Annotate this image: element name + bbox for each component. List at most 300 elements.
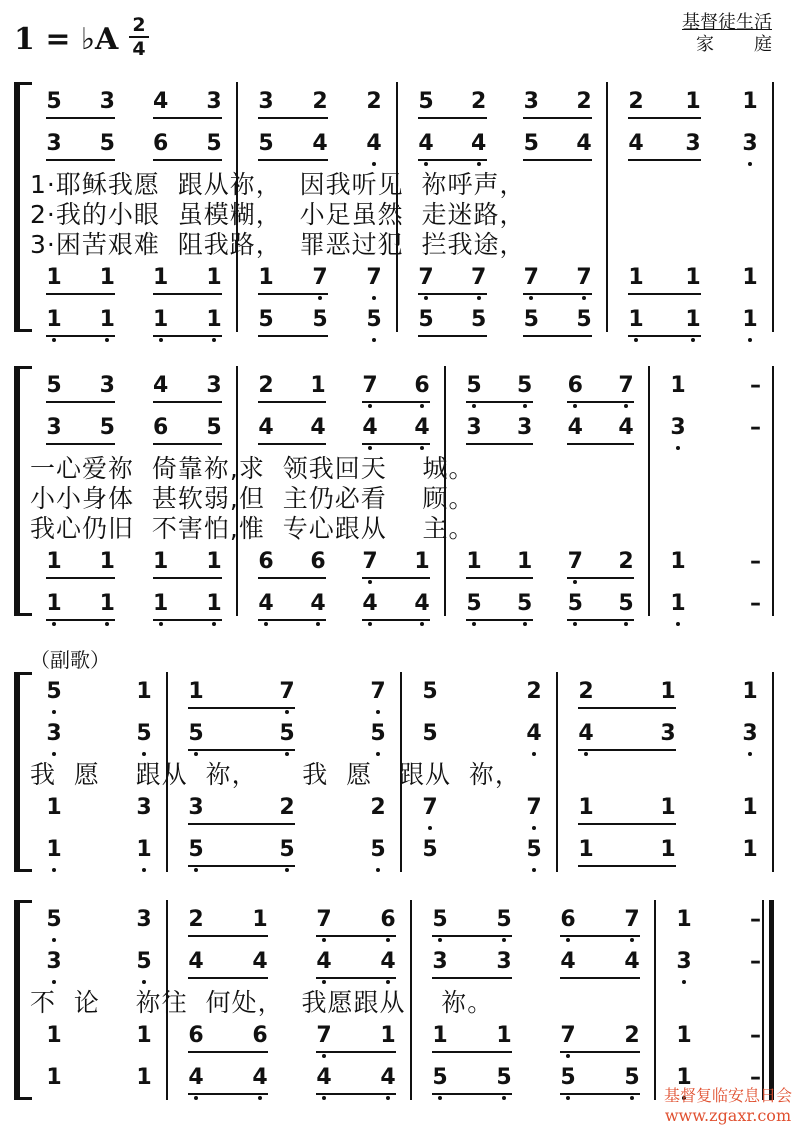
note: 5 bbox=[576, 307, 592, 332]
note: 5 bbox=[312, 307, 328, 332]
octave-dot-low bbox=[676, 446, 680, 450]
note: 1 bbox=[740, 306, 760, 334]
note: 1 bbox=[742, 265, 758, 290]
octave-dot-low bbox=[322, 938, 326, 942]
note: 5 bbox=[277, 720, 297, 748]
octave-dot-low bbox=[376, 752, 380, 756]
note: 3 bbox=[136, 795, 152, 820]
octave-dot-low bbox=[316, 622, 320, 626]
beam-line bbox=[560, 1093, 640, 1095]
octave-dot-low bbox=[376, 710, 380, 714]
note: 3 bbox=[258, 89, 274, 114]
lyric-line: 小小身体 甚软弱,但 主仍必看 顾。 bbox=[30, 484, 475, 513]
octave-dot-low bbox=[438, 1096, 442, 1100]
octave-dot-low bbox=[502, 938, 506, 942]
octave-dot-low bbox=[372, 338, 376, 342]
note: 1 bbox=[310, 373, 326, 398]
note: 7 bbox=[360, 372, 380, 400]
note: 4 bbox=[360, 590, 380, 618]
note: 5 bbox=[99, 415, 115, 440]
octave-dot-low bbox=[142, 980, 146, 984]
system-1 bbox=[0, 82, 800, 332]
note: 1 bbox=[153, 549, 169, 574]
octave-dot-low bbox=[52, 622, 56, 626]
note: 4 bbox=[378, 1064, 398, 1092]
octave-dot-low bbox=[142, 868, 146, 872]
beam-line bbox=[188, 707, 295, 709]
note: 5 bbox=[364, 306, 384, 334]
octave-dot-low bbox=[194, 1096, 198, 1100]
octave-dot-low bbox=[52, 752, 56, 756]
note: 1 bbox=[97, 306, 117, 334]
beam-line bbox=[46, 577, 115, 579]
note: 1 bbox=[742, 89, 758, 114]
barline bbox=[648, 366, 650, 616]
note: 1 bbox=[134, 836, 154, 864]
note: 7 bbox=[558, 1022, 578, 1050]
note: 4 bbox=[412, 414, 432, 442]
sustain-dash: – bbox=[750, 907, 761, 932]
octave-dot-low bbox=[368, 404, 372, 408]
note: 5 bbox=[565, 590, 585, 618]
octave-dot-low bbox=[748, 162, 752, 166]
note: 5 bbox=[206, 131, 222, 156]
beam-line bbox=[432, 1093, 512, 1095]
beam-line bbox=[258, 293, 328, 295]
sustain-dash: – bbox=[750, 1023, 761, 1048]
note: 1 bbox=[432, 1023, 448, 1048]
note: 5 bbox=[44, 906, 64, 934]
beam-line bbox=[258, 619, 326, 621]
note: 5 bbox=[134, 948, 154, 976]
octave-dot-low bbox=[285, 752, 289, 756]
note: 1 bbox=[626, 306, 646, 334]
octave-dot-low bbox=[386, 1096, 390, 1100]
note: 1 bbox=[742, 795, 758, 820]
note: 1 bbox=[46, 1023, 62, 1048]
octave-dot-low bbox=[523, 404, 527, 408]
note: 3 bbox=[674, 948, 694, 976]
octave-dot-low bbox=[582, 296, 586, 300]
note: 1 bbox=[496, 1023, 512, 1048]
octave-dot-low bbox=[52, 710, 56, 714]
octave-dot-low bbox=[682, 980, 686, 984]
octave-dot-low bbox=[566, 938, 570, 942]
note: 3 bbox=[496, 949, 512, 974]
note: 5 bbox=[430, 906, 450, 934]
octave-dot-low bbox=[318, 296, 322, 300]
lyric-line: 一心爱祢 倚靠祢,求 领我回天 城。 bbox=[30, 454, 475, 483]
beam-line bbox=[567, 443, 634, 445]
note: 2 bbox=[258, 373, 274, 398]
barline bbox=[762, 900, 764, 1100]
beam-line bbox=[418, 117, 487, 119]
note: 1 bbox=[742, 837, 758, 862]
note: 7 bbox=[565, 548, 585, 576]
sustain-dash: – bbox=[750, 549, 761, 574]
octave-dot-low bbox=[424, 162, 428, 166]
system-3 bbox=[0, 672, 800, 872]
note: 5 bbox=[515, 372, 535, 400]
note: 7 bbox=[574, 264, 594, 292]
note: 5 bbox=[515, 590, 535, 618]
octave-dot-low bbox=[428, 826, 432, 830]
note: 4 bbox=[618, 415, 634, 440]
note: 1 bbox=[136, 1065, 152, 1090]
watermark bbox=[664, 1086, 792, 1126]
octave-dot-low bbox=[285, 868, 289, 872]
note: 1 bbox=[151, 306, 171, 334]
system-bracket bbox=[14, 82, 20, 332]
octave-dot-low bbox=[368, 446, 372, 450]
note: 3 bbox=[740, 720, 760, 748]
octave-dot-low bbox=[52, 938, 56, 942]
note: 7 bbox=[277, 678, 297, 706]
note: 5 bbox=[524, 836, 544, 864]
note: 5 bbox=[134, 720, 154, 748]
beam-line bbox=[560, 1051, 640, 1053]
barline bbox=[772, 672, 774, 872]
beam-line bbox=[188, 865, 295, 867]
note: 2 bbox=[526, 679, 542, 704]
octave-dot-low bbox=[212, 338, 216, 342]
octave-dot-low bbox=[424, 296, 428, 300]
note: 1 bbox=[660, 837, 676, 862]
note: 5 bbox=[418, 89, 434, 114]
note: 3 bbox=[206, 89, 222, 114]
note: 4 bbox=[310, 415, 326, 440]
note: 1 bbox=[578, 795, 594, 820]
note: 5 bbox=[44, 678, 64, 706]
note: 4 bbox=[308, 590, 328, 618]
beam-line bbox=[362, 577, 430, 579]
note: 2 bbox=[618, 549, 634, 574]
note: 1 bbox=[204, 590, 224, 618]
beam-line bbox=[432, 977, 512, 979]
note: 3 bbox=[44, 948, 64, 976]
note: 5 bbox=[46, 373, 62, 398]
beam-line bbox=[578, 749, 676, 751]
note: 7 bbox=[469, 264, 489, 292]
note: 4 bbox=[364, 130, 384, 158]
beam-line bbox=[316, 1051, 396, 1053]
note: 7 bbox=[310, 264, 330, 292]
octave-dot-low bbox=[420, 446, 424, 450]
octave-dot-low bbox=[676, 622, 680, 626]
note: 5 bbox=[186, 720, 206, 748]
note: 5 bbox=[422, 837, 438, 862]
barline bbox=[556, 672, 558, 872]
octave-dot-low bbox=[584, 752, 588, 756]
beam-line bbox=[258, 335, 328, 337]
note: 7 bbox=[416, 264, 436, 292]
octave-dot-low bbox=[477, 296, 481, 300]
note: 4 bbox=[628, 131, 644, 156]
source-line-2: 家庭 bbox=[696, 34, 812, 55]
note: 3 bbox=[46, 415, 62, 440]
beam-line bbox=[523, 335, 592, 337]
time-signature bbox=[128, 14, 150, 60]
octave-dot-low bbox=[376, 868, 380, 872]
final-barline bbox=[769, 900, 774, 1100]
beam-line bbox=[466, 619, 533, 621]
note: 1 bbox=[628, 265, 644, 290]
note: 3 bbox=[685, 131, 701, 156]
note: 1 bbox=[252, 907, 268, 932]
octave-dot-low bbox=[472, 622, 476, 626]
octave-dot-low bbox=[194, 868, 198, 872]
note: 2 bbox=[366, 89, 382, 114]
note: 4 bbox=[412, 590, 432, 618]
note: 1 bbox=[258, 265, 274, 290]
note: 1 bbox=[742, 679, 758, 704]
note: 2 bbox=[624, 1023, 640, 1048]
lyric-line: 1·耶稣我愿 跟从祢， 因我听见 祢呼声， bbox=[30, 170, 526, 199]
watermark-line-1: 基督复临安息日会 bbox=[663, 1086, 792, 1105]
note: 4 bbox=[524, 720, 544, 748]
note: 7 bbox=[364, 264, 384, 292]
beam-line bbox=[567, 401, 634, 403]
beam-line bbox=[46, 335, 115, 337]
barline bbox=[772, 82, 774, 332]
note: 1 bbox=[46, 795, 62, 820]
beam-line bbox=[362, 619, 430, 621]
beam-line bbox=[153, 159, 222, 161]
note: 3 bbox=[206, 373, 222, 398]
octave-dot-low bbox=[748, 752, 752, 756]
octave-dot-low bbox=[212, 622, 216, 626]
note: 2 bbox=[471, 89, 487, 114]
barline bbox=[654, 900, 656, 1100]
note: 7 bbox=[521, 264, 541, 292]
note: 5 bbox=[99, 131, 115, 156]
note: 1 bbox=[46, 1065, 62, 1090]
system-4 bbox=[0, 900, 800, 1100]
octave-dot-low bbox=[159, 338, 163, 342]
note: 4 bbox=[469, 130, 489, 158]
note: 5 bbox=[368, 720, 388, 748]
note: 1 bbox=[151, 590, 171, 618]
beam-line bbox=[567, 577, 634, 579]
octave-dot-low bbox=[532, 752, 536, 756]
octave-dot-low bbox=[372, 296, 376, 300]
beam-line bbox=[362, 401, 430, 403]
note: 7 bbox=[314, 1022, 334, 1050]
beam-line bbox=[432, 1051, 512, 1053]
beam-line bbox=[628, 117, 701, 119]
note: 1 bbox=[676, 907, 692, 932]
note: 1 bbox=[206, 549, 222, 574]
sustain-dash: – bbox=[750, 949, 761, 974]
note: 4 bbox=[153, 373, 169, 398]
note: 1 bbox=[99, 265, 115, 290]
lyric-line: 3·困苦艰难 阻我路， 罪恶过犯 拦我途， bbox=[30, 230, 526, 259]
note: 3 bbox=[668, 414, 688, 442]
note: 5 bbox=[616, 590, 636, 618]
time-bottom: 4 bbox=[132, 38, 146, 60]
beam-line bbox=[153, 401, 222, 403]
note: 1 bbox=[674, 1064, 694, 1092]
note: 4 bbox=[256, 590, 276, 618]
lyric-line: 不 论 祢往 何处， 我愿跟从 祢。 bbox=[30, 988, 494, 1017]
note: 1 bbox=[153, 265, 169, 290]
note: 2 bbox=[578, 679, 594, 704]
beam-line bbox=[466, 401, 533, 403]
octave-dot-low bbox=[322, 980, 326, 984]
beam-line bbox=[258, 443, 326, 445]
octave-dot-low bbox=[566, 1054, 570, 1058]
beam-line bbox=[46, 117, 115, 119]
octave-dot-low bbox=[438, 938, 442, 942]
note: 5 bbox=[471, 307, 487, 332]
beam-line bbox=[578, 865, 676, 867]
note: 5 bbox=[422, 679, 438, 704]
key-signature: 1 = ♭A bbox=[14, 22, 119, 57]
note: 5 bbox=[418, 307, 434, 332]
beam-line bbox=[46, 401, 115, 403]
note: 5 bbox=[258, 307, 274, 332]
octave-dot-low bbox=[630, 938, 634, 942]
note: 4 bbox=[252, 949, 268, 974]
beam-line bbox=[153, 293, 222, 295]
beam-line bbox=[258, 577, 326, 579]
octave-dot-low bbox=[477, 162, 481, 166]
sustain-dash: – bbox=[750, 373, 761, 398]
beam-line bbox=[258, 159, 328, 161]
note: 3 bbox=[136, 907, 152, 932]
note: 6 bbox=[153, 131, 169, 156]
note: 3 bbox=[523, 89, 539, 114]
octave-dot-low bbox=[624, 404, 628, 408]
note: 1 bbox=[668, 590, 688, 618]
octave-dot-low bbox=[194, 752, 198, 756]
note: 2 bbox=[628, 89, 644, 114]
note: 1 bbox=[44, 306, 64, 334]
beam-line bbox=[46, 159, 115, 161]
note: 4 bbox=[314, 948, 334, 976]
note: 4 bbox=[312, 131, 328, 156]
source-attribution bbox=[682, 12, 812, 56]
octave-dot-low bbox=[573, 622, 577, 626]
source-line-1: 基督徒生活 bbox=[682, 12, 772, 33]
octave-dot-low bbox=[566, 1096, 570, 1100]
beam-line bbox=[258, 117, 328, 119]
sustain-dash: – bbox=[750, 591, 761, 616]
beam-line bbox=[316, 977, 396, 979]
octave-dot-low bbox=[386, 980, 390, 984]
octave-dot-low bbox=[691, 338, 695, 342]
note: 1 bbox=[46, 265, 62, 290]
beam-line bbox=[432, 935, 512, 937]
beam-line bbox=[628, 335, 701, 337]
note: 6 bbox=[252, 1023, 268, 1048]
note: 4 bbox=[576, 720, 596, 748]
beam-line bbox=[466, 443, 533, 445]
note: 1 bbox=[380, 1023, 396, 1048]
watermark-line-2: www.zgaxr.com bbox=[664, 1106, 792, 1125]
beam-line bbox=[466, 577, 533, 579]
beam-line bbox=[153, 117, 222, 119]
octave-dot-low bbox=[368, 622, 372, 626]
beam-line bbox=[188, 749, 295, 751]
note: 1 bbox=[44, 590, 64, 618]
note: 6 bbox=[378, 906, 398, 934]
note: 4 bbox=[153, 89, 169, 114]
note: 4 bbox=[567, 415, 583, 440]
chorus-label: （副歌） bbox=[30, 648, 110, 672]
note: 5 bbox=[46, 89, 62, 114]
beam-line bbox=[418, 293, 487, 295]
octave-dot-low bbox=[532, 868, 536, 872]
note: 3 bbox=[517, 415, 533, 440]
octave-dot-low bbox=[529, 296, 533, 300]
note: 1 bbox=[676, 1023, 692, 1048]
note: 5 bbox=[186, 836, 206, 864]
note: 3 bbox=[99, 373, 115, 398]
note: 1 bbox=[206, 265, 222, 290]
note: 2 bbox=[576, 89, 592, 114]
note: 3 bbox=[99, 89, 115, 114]
system-bracket bbox=[14, 900, 20, 1100]
beam-line bbox=[628, 293, 701, 295]
time-top: 2 bbox=[132, 14, 146, 36]
octave-dot-low bbox=[322, 1096, 326, 1100]
note: 1 bbox=[660, 679, 676, 704]
note: 3 bbox=[660, 721, 676, 746]
system-bracket bbox=[14, 672, 20, 872]
note: 1 bbox=[136, 679, 152, 704]
octave-dot-low bbox=[634, 338, 638, 342]
octave-dot-low bbox=[523, 622, 527, 626]
note: 1 bbox=[466, 549, 482, 574]
octave-dot-low bbox=[420, 404, 424, 408]
note: 1 bbox=[685, 265, 701, 290]
beam-line bbox=[567, 619, 634, 621]
beam-line bbox=[46, 293, 115, 295]
octave-dot-low bbox=[630, 1096, 634, 1100]
note: 7 bbox=[616, 372, 636, 400]
beam-line bbox=[153, 577, 222, 579]
sustain-dash: – bbox=[750, 415, 761, 440]
note: 3 bbox=[466, 415, 482, 440]
note: 1 bbox=[670, 549, 686, 574]
octave-dot-low bbox=[573, 580, 577, 584]
note: 4 bbox=[188, 949, 204, 974]
beam-line bbox=[578, 823, 676, 825]
note: 4 bbox=[258, 415, 274, 440]
note: 4 bbox=[416, 130, 436, 158]
note: 6 bbox=[258, 549, 274, 574]
barline bbox=[772, 366, 774, 616]
note: 5 bbox=[523, 307, 539, 332]
beam-line bbox=[188, 1051, 268, 1053]
note: 1 bbox=[204, 306, 224, 334]
beam-line bbox=[46, 443, 115, 445]
note: 1 bbox=[578, 837, 594, 862]
octave-dot-low bbox=[420, 622, 424, 626]
note: 6 bbox=[153, 415, 169, 440]
note: 3 bbox=[46, 131, 62, 156]
note: 1 bbox=[517, 549, 533, 574]
note: 4 bbox=[186, 1064, 206, 1092]
beam-line bbox=[316, 935, 396, 937]
note: 4 bbox=[624, 949, 640, 974]
note: 5 bbox=[422, 721, 438, 746]
barline bbox=[606, 82, 608, 332]
note: 1 bbox=[683, 306, 703, 334]
octave-dot-low bbox=[573, 404, 577, 408]
octave-dot-low bbox=[52, 338, 56, 342]
